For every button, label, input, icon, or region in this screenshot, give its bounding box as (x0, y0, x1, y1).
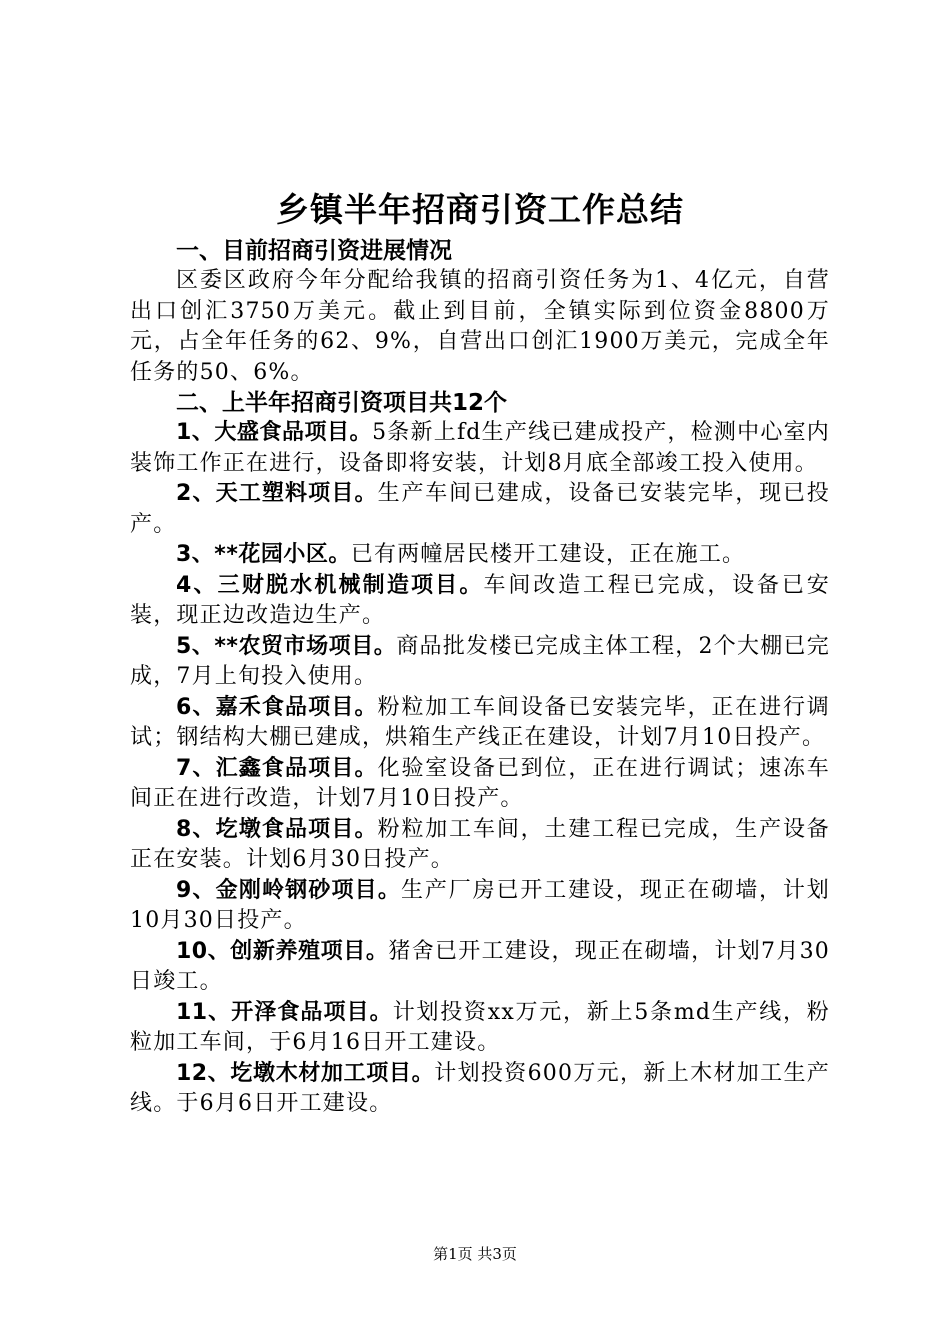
project-item-title: 12、圪墩木材加工项目。 (176, 1060, 435, 1086)
project-item-description: 粉粒加工车间，土建工程已完成，生产设备正在安装。计划6月30日投产。 (130, 816, 830, 872)
document-title: 乡镇半年招商引资工作总结 (276, 190, 684, 229)
project-item-description: 猪舍已开工建设，现正在砌墙，计划7月30日竣工。 (130, 938, 830, 994)
progress-paragraph: 区委区政府今年分配给我镇的招商引资任务为1、4亿元，自营出口创汇3750万美元。截止到目前，全镇实际到位资金8800万元，占全年任务的62、9%，自营出口创汇1900万美元，完成全年任务的50、6%。 (130, 268, 830, 385)
project-item-description: 粉粒加工车间设备已安装完毕，正在进行调试；钢结构大棚已建成，烘箱生产线正在建设，计划7月10日投产。 (130, 694, 830, 750)
project-item-title: 2、天工塑料项目。 (176, 481, 378, 506)
project-item-description: 计划投资600万元，新上木材加工生产线。于6月6日开工建设。 (130, 1060, 830, 1116)
project-item-description: 车间改造工程已完成，设备已安装，现正边改造边生产。 (130, 572, 830, 628)
project-item (130, 540, 830, 571)
project-item-title: 8、圪墩食品项目。 (176, 816, 378, 842)
project-item-description: 商品批发楼已完成主体工程，2个大棚已完成，7月上旬投入使用。 (130, 633, 830, 689)
project-item (130, 815, 830, 876)
project-item (130, 876, 830, 937)
project-item-description: 5条新上fd生产线已建成投产，检测中心室内装饰工作正在进行，设备即将安装，计划8月底全部竣工投入使用。 (130, 420, 830, 476)
project-item (130, 1059, 830, 1120)
project-item-description: 计划投资xx万元，新上5条md生产线，粉粒加工车间，于6月16日开工建设。 (130, 999, 830, 1055)
project-item-title: 6、嘉禾食品项目。 (176, 694, 378, 720)
project-item-title: 7、汇鑫食品项目。 (176, 755, 378, 781)
project-item (130, 632, 830, 693)
project-item-title: 10、创新养殖项目。 (176, 938, 389, 964)
project-item-title: 5、**农贸市场项目。 (176, 633, 397, 659)
page-footer: 第1页 共3页 (433, 1245, 517, 1263)
project-item-description: 生产车间已建成，设备已安装完毕，现已投产。 (130, 481, 830, 537)
project-list (130, 418, 830, 1120)
project-item-title: 9、金刚岭钢砂项目。 (176, 877, 402, 903)
project-item (130, 571, 830, 632)
project-item (130, 754, 830, 815)
project-item (130, 418, 830, 479)
section-heading-projects: 二、上半年招商引资项目共12个 (176, 390, 508, 416)
project-item (130, 479, 830, 540)
project-item-title: 1、大盛食品项目。 (176, 420, 373, 445)
project-item-description: 生产厂房已开工建设，现正在砌墙，计划10月30日投产。 (130, 877, 830, 933)
document-page (130, 184, 830, 1120)
project-item (130, 937, 830, 998)
project-item-title: 3、**花园小区。 (176, 542, 351, 567)
project-item-description: 已有两幢居民楼开工建设，正在施工。 (350, 542, 746, 567)
project-item-description: 化验室设备已到位，正在进行调试；速冻车间正在进行改造，计划7月10日投产。 (130, 755, 830, 811)
project-item-title: 11、开泽食品项目。 (176, 999, 393, 1025)
project-item-title: 4、三财脱水机械制造项目。 (176, 572, 484, 598)
project-item (130, 693, 830, 754)
project-item (130, 998, 830, 1059)
section-heading-progress: 一、目前招商引资进展情况 (176, 238, 452, 264)
